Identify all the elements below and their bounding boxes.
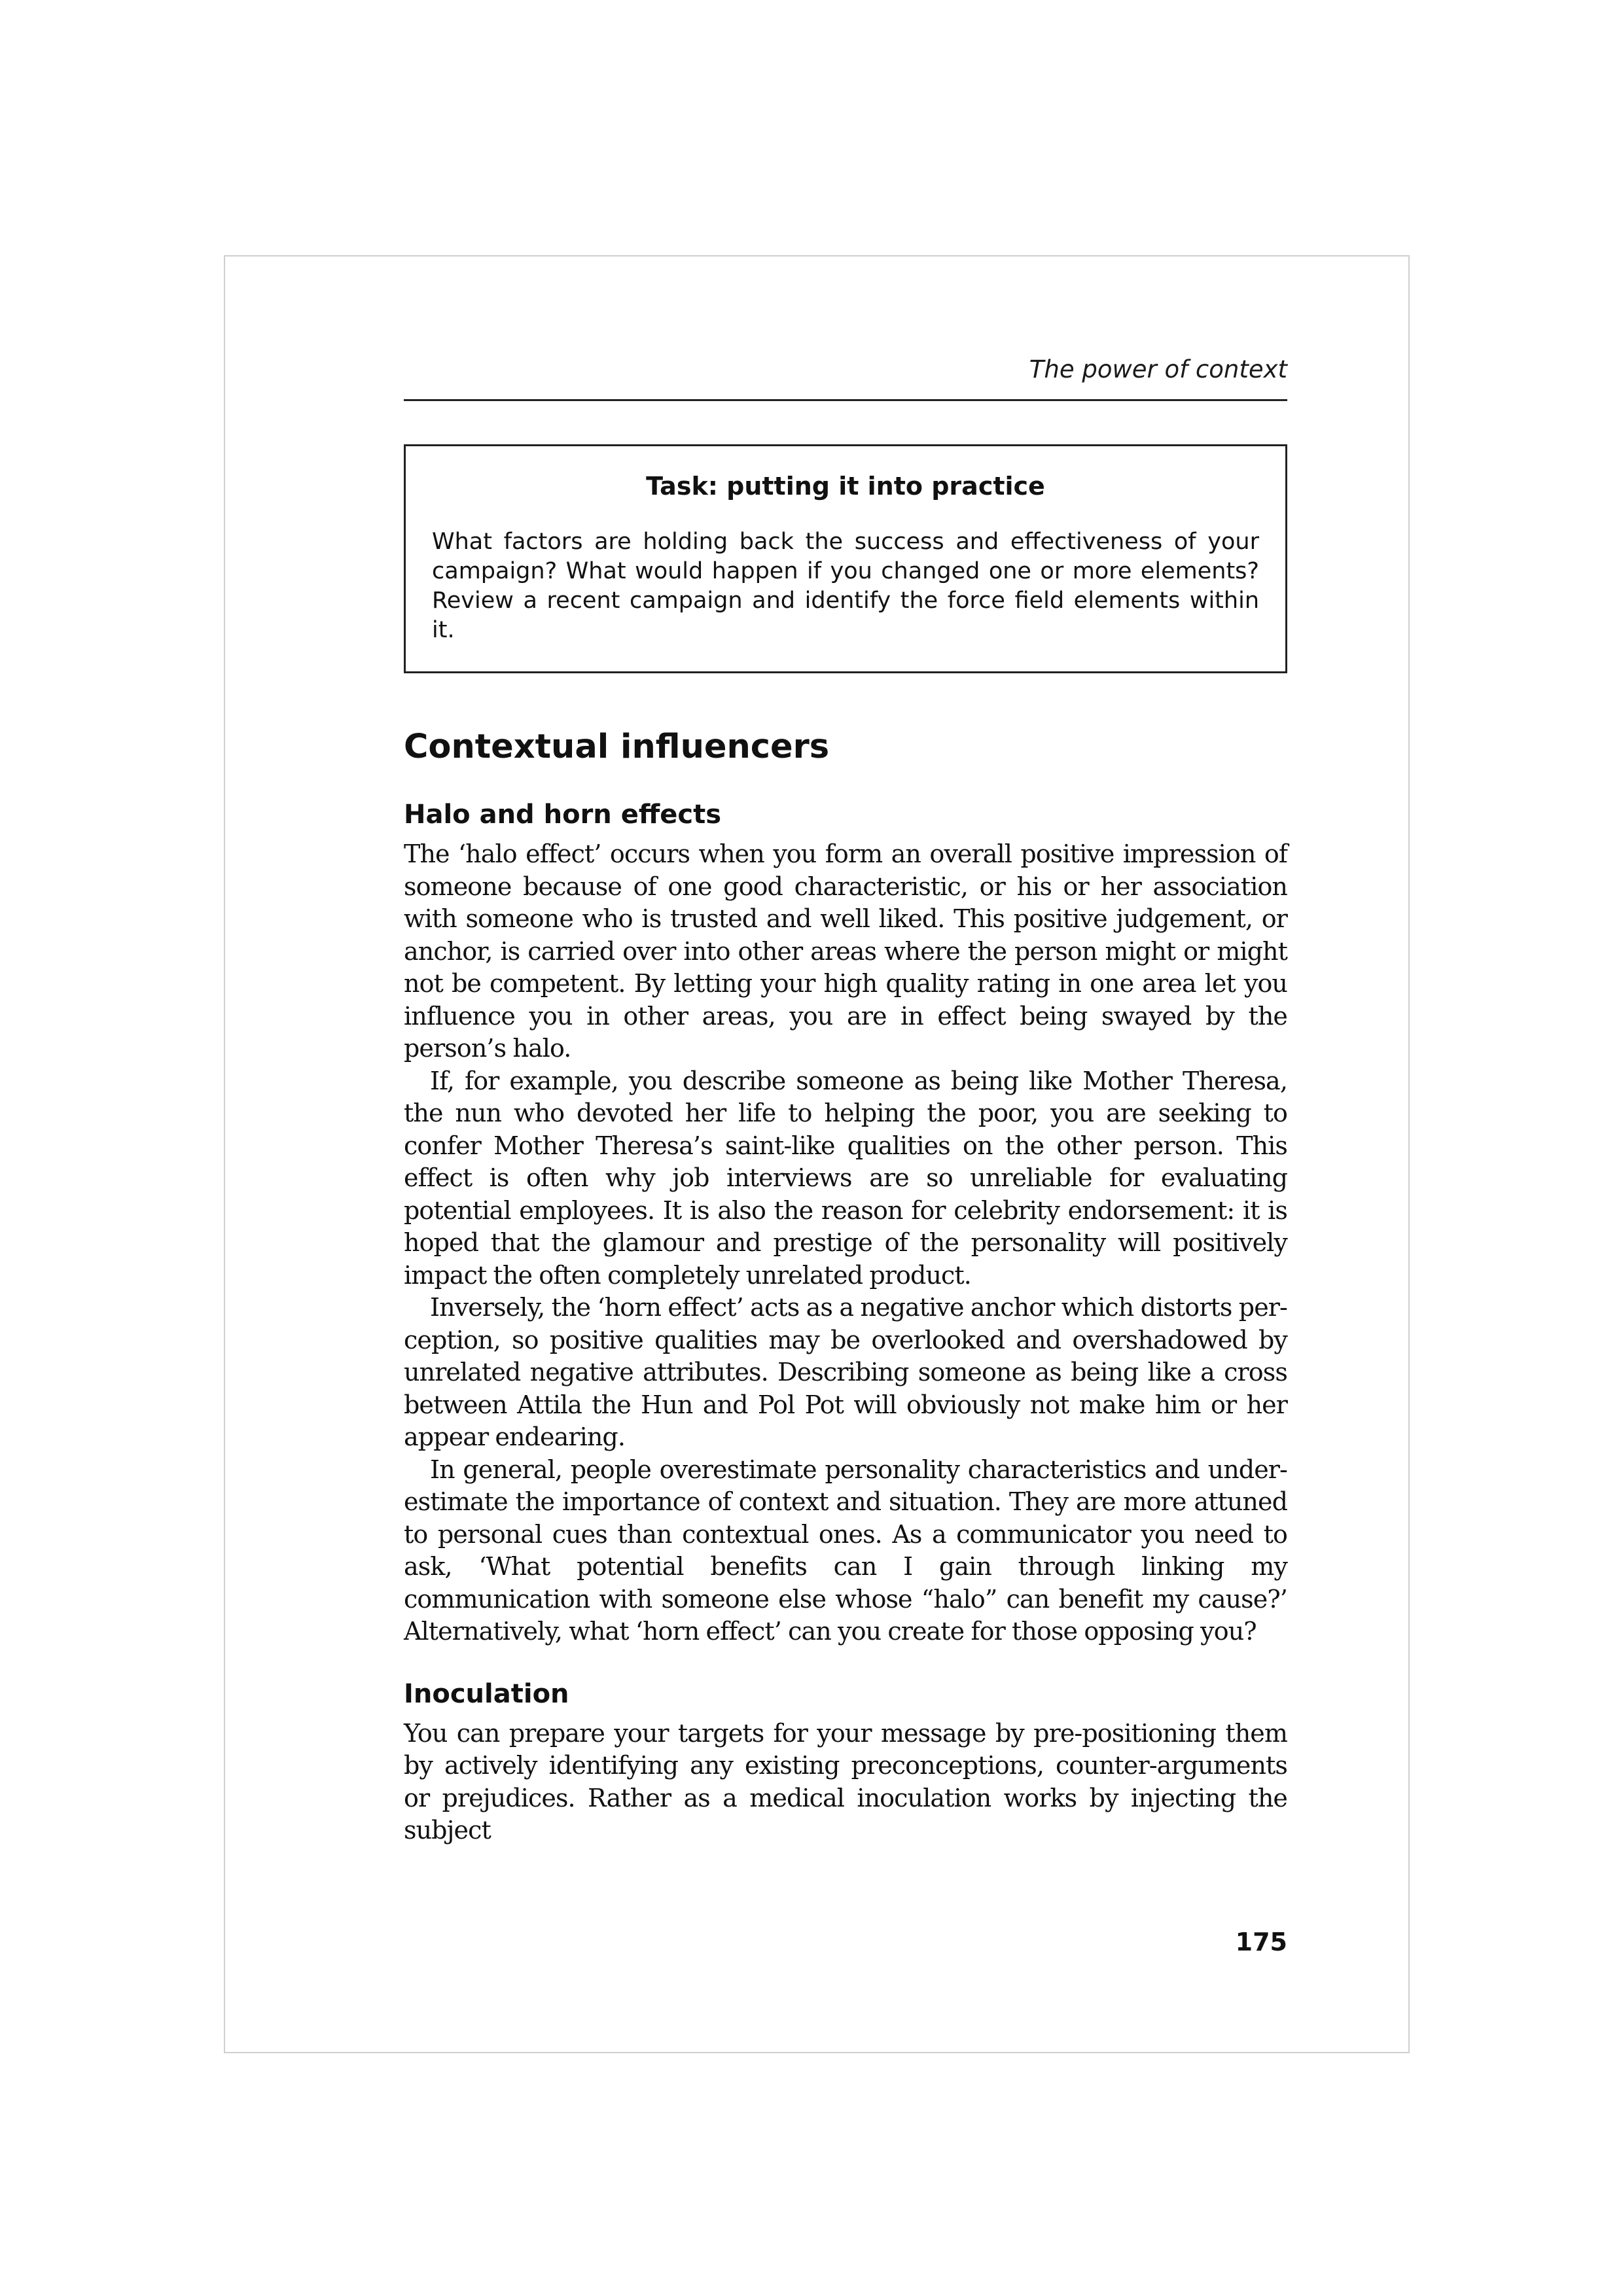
running-head: The power of context [404, 347, 1287, 401]
task-body: What factors are holding back the success and effectiveness of your campaign? What would happen if you changed one or more elements? Review a recent campaign and identify the force field elements within it. [432, 529, 1259, 643]
paragraph: Inversely, the ‘horn effect’ acts as a negative anchor which distorts per-ception, so positive qualities may be overlooked and overshadowed by unrelated negative attributes. Describing someone as being like a cross between Attila the Hun and Pol Pot will obviously not make him or her appear endearing. [404, 1293, 1287, 1451]
paragraph: In general, people overestimate personality characteristics and under-estimate the importance of context and situation. They are more attuned to personal cues than contextual ones. As a communicator you need to ask, ‘What potential benefits can I gain through linking my communication with someone else whose “halo” can benefit my cause?’ Alternatively, what ‘horn effect’ can you create for those opposing you? [404, 1455, 1287, 1646]
task-title: Task: putting it into practice [646, 472, 1045, 501]
page-number: 175 [1235, 1928, 1287, 1956]
paragraph: The ‘halo effect’ occurs when you form an overall positive impression of someone because of one good characteristic, or his or her association with someone who is trusted and well liked. This positive judgement, or anchor, is carried over into other areas where the person might or might not be competent. By letting your high quality rating in one area let you influence you in other areas, you are in effect being swayed by the person’s halo. [404, 839, 1287, 1063]
paragraph: If, for example, you describe someone as being like Mother Theresa, the nun who devoted her life to helping the poor, you are seeking to confer Mother Theresa’s saint-like qualities on the other person. This effect is often why job interviews are so unreliable for evaluating potential employees. It is also the reason for celebrity endorsement: it is hoped that the glamour and prestige of the personality will positively impact the often completely unrelated product. [404, 1066, 1287, 1290]
section-heading: Contextual influencers [404, 728, 830, 766]
subheading-inoculation: Inoculation [404, 1678, 569, 1709]
paragraph: You can prepare your targets for your message by pre-positioning them by actively identifying any existing preconceptions, counter-arguments or prejudices. Rather as a medical inoculation works by injecting the subject [404, 1718, 1287, 1845]
page-content [404, 347, 1287, 1847]
subheading-halo-horn: Halo and horn effects [404, 800, 721, 830]
task-box [404, 444, 1287, 673]
